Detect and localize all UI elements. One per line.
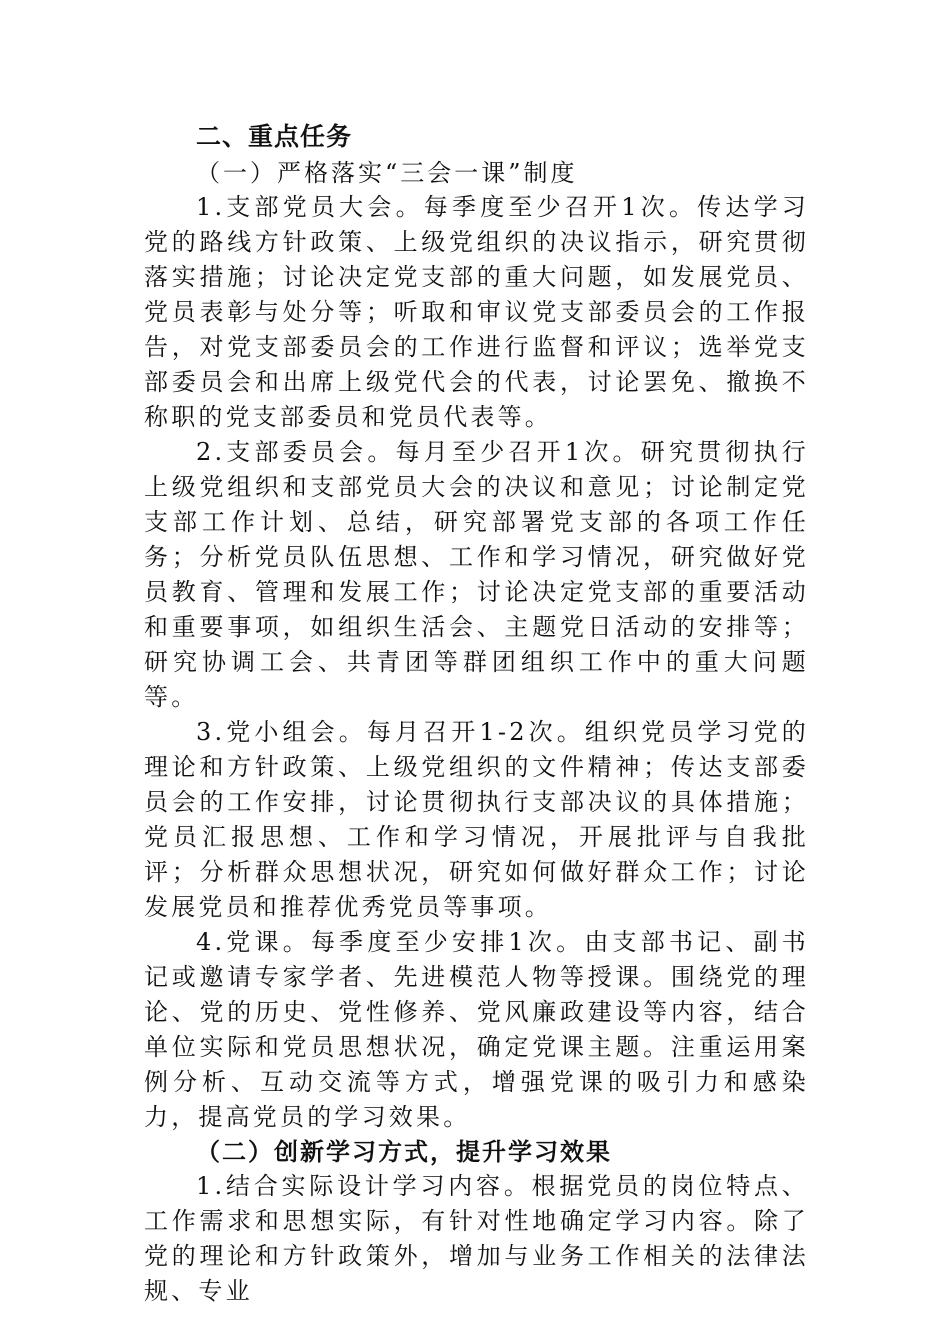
paragraph-branch-committee: 2.支部委员会。每月至少召开1次。研究贯彻执行上级党组织和支部党员大会的决议和意见；讨论制定党支部工作计划、总结，研究部署党支部的各项工作任务；分析党员队伍思想、工作和学习情况，研究做好党员教育、管理和发展工作；讨论决定党支部的重要活动和重要事项，如组织生活会、主题党日活动的安排等；研究协调工会、共青团等群团组织工作中的重大问题等。	[144, 438, 809, 711]
subsection-heading-1: （一）严格落实“三会一课”制度	[196, 159, 578, 187]
paragraph-party-group-meeting: 3.党小组会。每月召开1-2次。组织党员学习党的理论和方针政策、上级党组织的文件精神；传达支部委员会的工作安排，讨论贯彻执行支部决议的具体措施；党员汇报思想、工作和学习情况，开展批评与自我批评；分析群众思想状况，研究如何做好群众工作；讨论发展党员和推荐优秀党员等事项。	[144, 718, 809, 921]
subsection-heading-2: （二）创新学习方式，提升学习效果	[196, 1137, 612, 1166]
section-heading: 二、重点任务	[196, 122, 353, 151]
paragraph-party-member-meeting: 1.支部党员大会。每季度至少召开1次。传达学习党的路线方针政策、上级党组织的决议指示，研究贯彻落实措施；讨论决定党支部的重大问题，如发展党员、党员表彰与处分等；听取和审议党支部委员会的工作报告，对党支部委员会的工作进行监督和评议；选举党支部委员会和出席上级党代会的代表，讨论罢免、撤换不称职的党支部委员和党员代表等。	[144, 193, 809, 431]
paragraph-party-lecture: 4.党课。每季度至少安排1次。由支部书记、副书记或邀请专家学者、先进模范人物等授课。围绕党的理论、党的历史、党性修养、党风廉政建设等内容，结合单位实际和党员思想状况，确定党课主题。注重运用案例分析、互动交流等方式，增强党课的吸引力和感染力，提高党员的学习效果。	[144, 928, 809, 1131]
paragraph-learning-content: 1.结合实际设计学习内容。根据党员的岗位特点、工作需求和思想实际，有针对性地确定学习内容。除了党的理论和方针政策外，增加与业务工作相关的法律法规、专业	[144, 1172, 809, 1305]
document-body	[144, 118, 809, 1309]
